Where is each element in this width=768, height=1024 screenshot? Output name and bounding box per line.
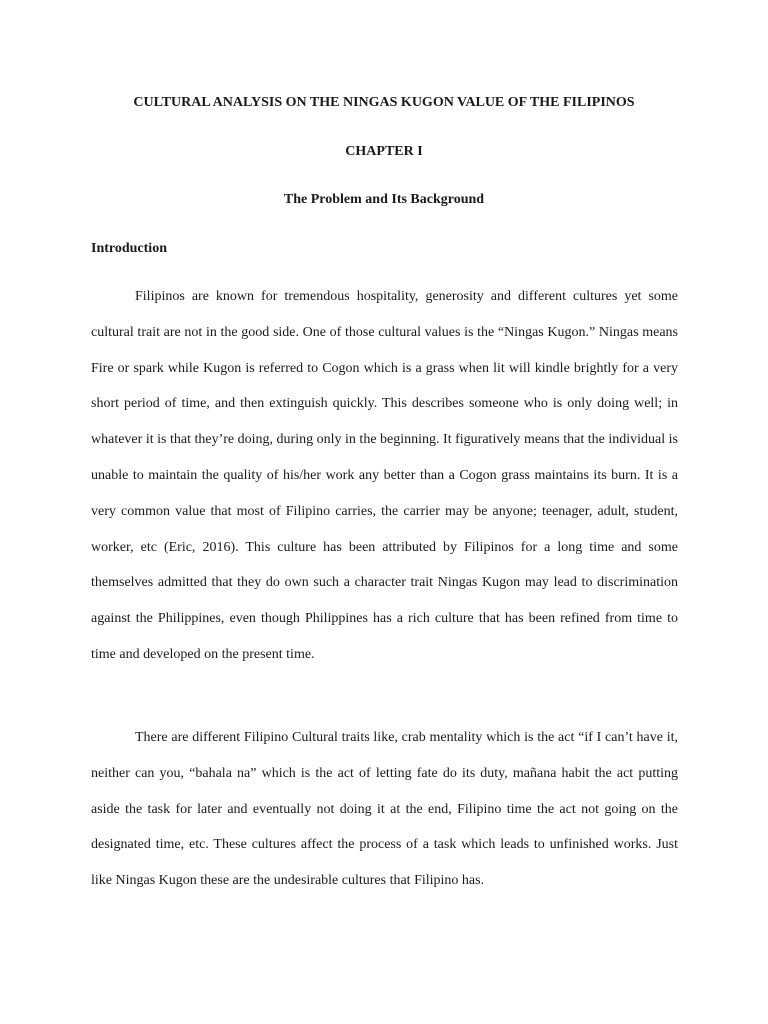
chapter-heading: CHAPTER I <box>345 144 423 159</box>
chapter-subtitle: The Problem and Its Background <box>283 192 485 207</box>
body-paragraph: There are different Filipino Cultural traits like, crab mentality which is the act “if I can’t have it, neither can you, “bahala na” which is the act of letting fate do its duty, mañana habit the act putting aside the task for later and eventually not doing it at the end, Filipino time the act not going on the designated time, etc. These cultures affect the process of a task which leads to unfinished works. Just like Ningas Kugon these are the undesirable cultures that Filipino has. <box>91 730 678 889</box>
body-paragraph: Filipinos are known for tremendous hospitality, generosity and different cultures yet some cultural trait are not in the good side. One of those cultural values is the “Ningas Kugon.” Ningas means Fire or spark while Kugon is referred to Cogon which is a grass when lit will kindle brightly for a very short period of time, and then extinguish quickly. This describes someone who is only doing well; in whatever it is that they’re doing, during only in the beginning. It figuratively means that the individual is unable to maintain the quality of his/her work any better than a Cogon grass maintains its burn. It is a very common value that most of Filipino carries, the carrier may be anyone; teenager, adult, student, worker, etc (Eric, 2016). This culture has been attributed by Filipinos for a long time and some themselves admitted that they do own such a character trait Ningas Kugon may lead to discrimination against the Philippines, even though Philippines has a rich culture that has been refined from time to time and developed on the present time. <box>91 289 678 662</box>
section-heading-introduction: Introduction <box>91 241 167 256</box>
document-title: CULTURAL ANALYSIS ON THE NINGAS KUGON VALUE OF THE FILIPINOS <box>133 95 635 110</box>
